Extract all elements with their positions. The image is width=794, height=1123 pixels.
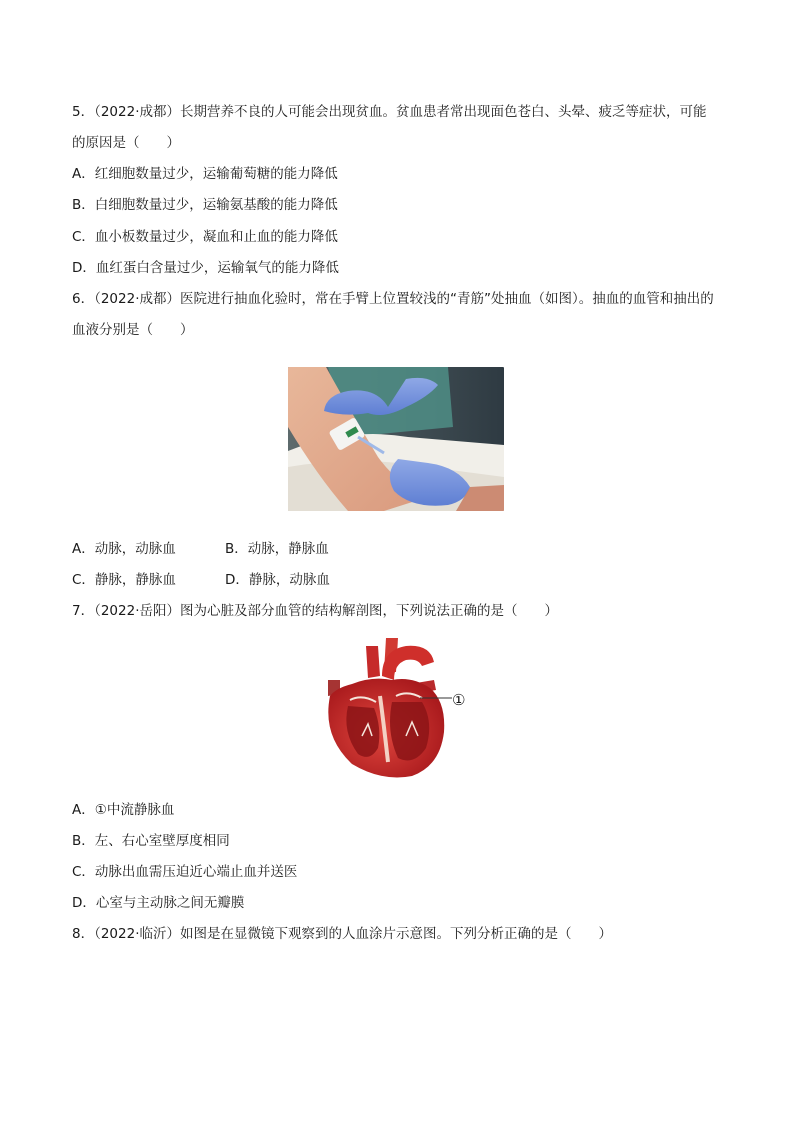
q5-stem-line2: 的原因是（ ）	[72, 135, 180, 151]
q5-option-c: C．血小板数量过少，凝血和止血的能力降低	[72, 229, 338, 245]
q5-option-a: A．红细胞数量过少，运输葡萄糖的能力降低	[72, 166, 338, 182]
q7-option-c: C．动脉出血需压迫近心端止血并送医	[72, 864, 298, 880]
q8-stem-line1: 8．（2022·临沂）如图是在显微镜下观察到的人血涂片示意图。下列分析正确的是（ ）	[72, 926, 612, 942]
q7-option-d: D．心室与主动脉之间无瓣膜	[72, 895, 245, 911]
q7-option-a: A．①中流静脉血	[72, 802, 175, 818]
q7-stem-line1: 7．（2022·岳阳）图为心脏及部分血管的结构解剖图，下列说法正确的是（ ）	[72, 603, 558, 619]
q5-option-d: D．血红蛋白含量过少，运输氧气的能力降低	[72, 260, 339, 276]
q6-option-a: A．动脉，动脉血	[72, 541, 176, 557]
q6-option-d: D．静脉，动脉血	[225, 572, 330, 588]
q6-option-c: C．静脉，静脉血	[72, 572, 176, 588]
q5-stem-line1: 5．（2022·成都）长期营养不良的人可能会出现贫血。贫血患者常出现面色苍白、头晕、疲乏等症状，可能	[72, 104, 707, 120]
q7-option-b: B．左、右心室壁厚度相同	[72, 833, 230, 849]
blood-draw-photo	[288, 367, 504, 511]
heart-diagram	[322, 636, 472, 782]
q6-stem-line1: 6．（2022·成都）医院进行抽血化验时，常在手臂上位置较浅的“青筋”处抽血（如图）。抽血的血管和抽出的	[72, 291, 714, 307]
q6-stem-line2: 血液分别是（ ）	[72, 322, 194, 338]
heart-label-1: ①	[452, 691, 466, 709]
q6-option-b: B．动脉，静脉血	[225, 541, 329, 557]
q5-option-b: B．白细胞数量过少，运输氨基酸的能力降低	[72, 197, 338, 213]
